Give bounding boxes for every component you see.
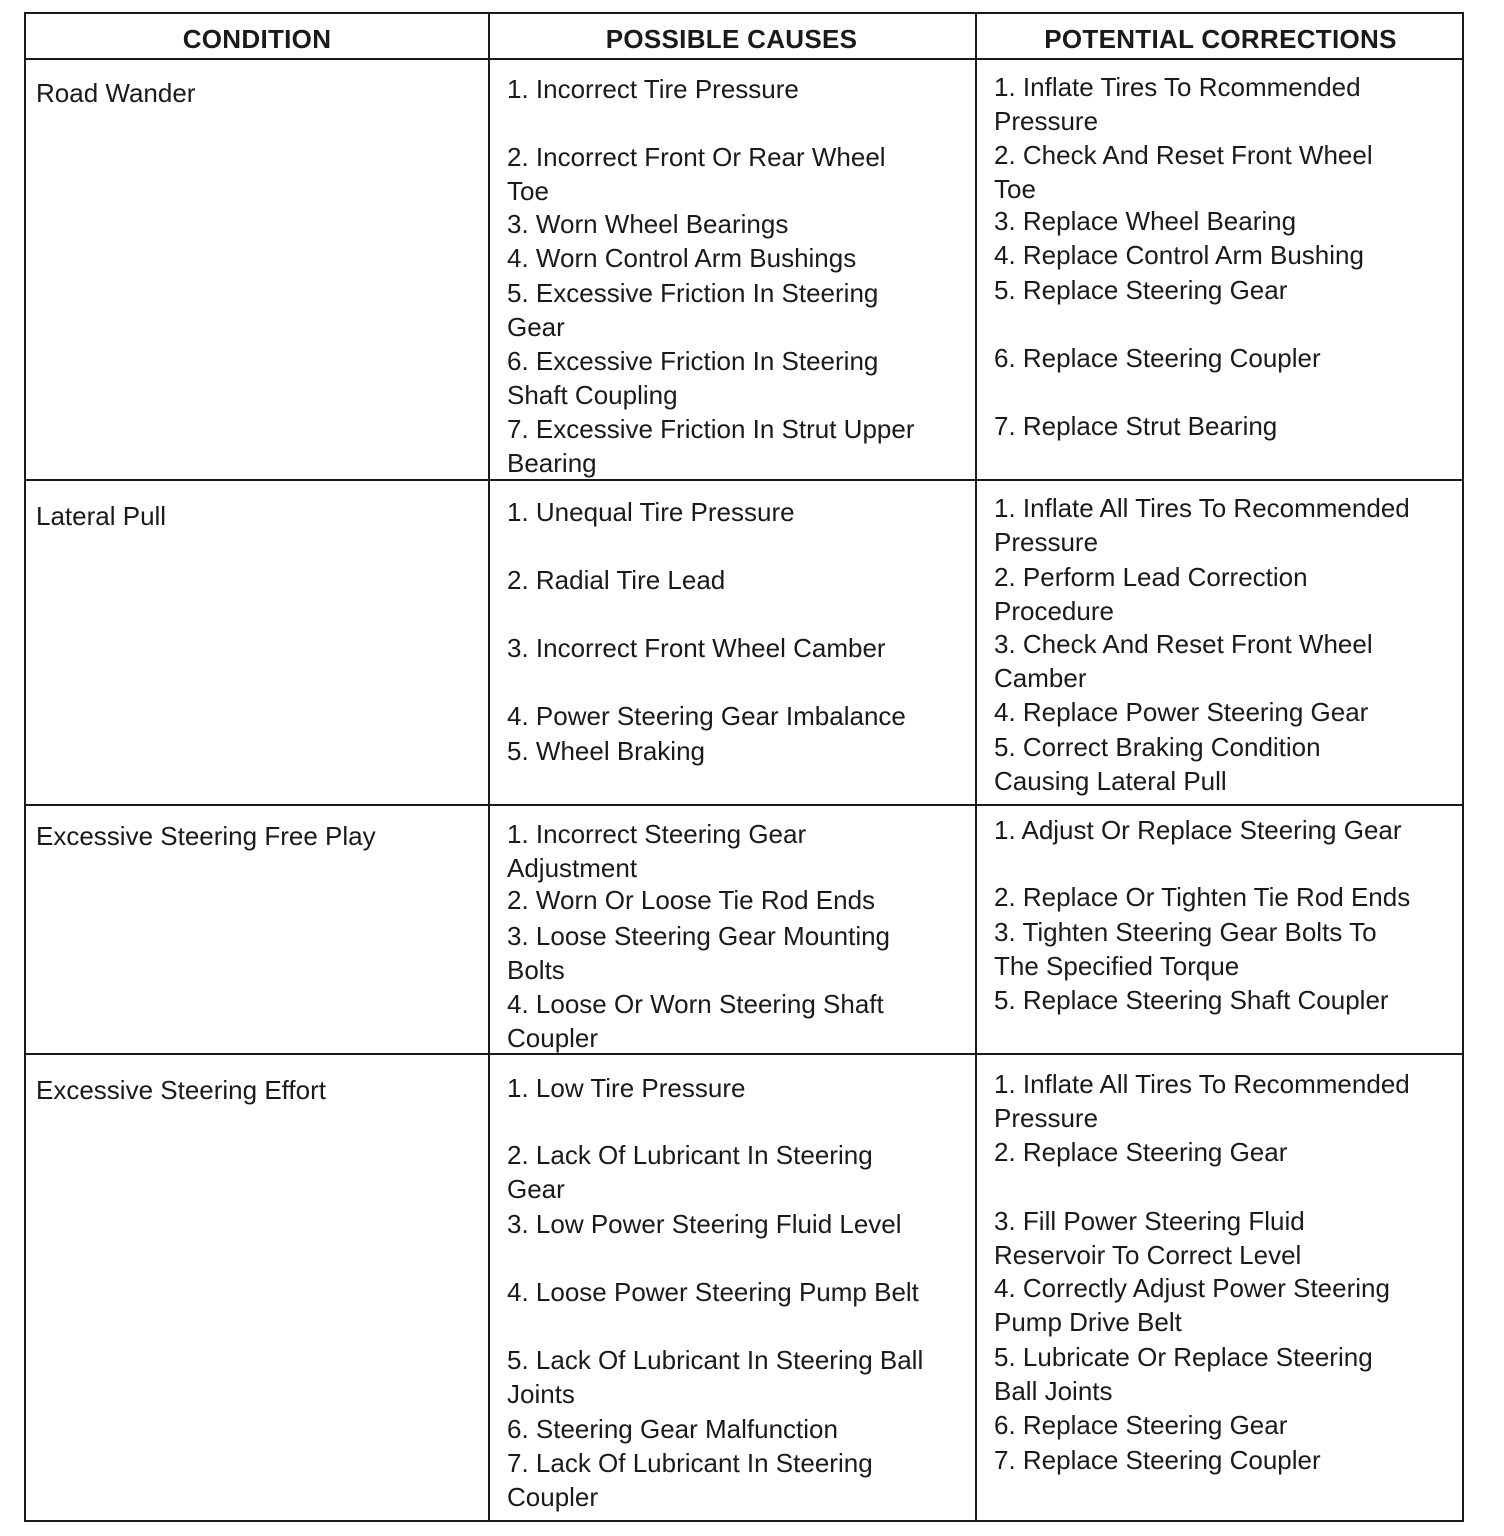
column-divider — [488, 14, 490, 1520]
header-condition: CONDITION — [182, 24, 332, 54]
correction-item: 7. Replace Strut Bearing — [994, 411, 1278, 441]
correction-item: 4. Correctly Adjust Power Steering Pump Drive Belt — [994, 1273, 1390, 1337]
correction-item: 3. Check And Reset Front Wheel Camber — [994, 629, 1373, 693]
correction-item: 3. Replace Wheel Bearing — [994, 206, 1297, 236]
correction-item: 2. Perform Lead Correction Procedure — [994, 562, 1308, 626]
condition-cell: Lateral Pull — [36, 501, 167, 531]
cause-item: 4. Worn Control Arm Bushings — [507, 243, 857, 273]
cause-item: 2. Incorrect Front Or Rear Wheel Toe — [507, 142, 886, 206]
condition-cell: Excessive Steering Free Play — [36, 821, 376, 851]
cause-item: 2. Worn Or Loose Tie Rod Ends — [507, 885, 876, 915]
correction-item: 1. Adjust Or Replace Steering Gear — [994, 815, 1402, 845]
correction-item: 4. Replace Control Arm Bushing — [994, 240, 1364, 270]
correction-item: 5. Replace Steering Shaft Coupler — [994, 985, 1389, 1015]
correction-item: 7. Replace Steering Coupler — [994, 1445, 1321, 1475]
cause-item: 1. Unequal Tire Pressure — [507, 497, 795, 527]
cause-item: 7. Excessive Friction In Strut Upper Bearing — [507, 414, 915, 478]
cause-item: 3. Incorrect Front Wheel Camber — [507, 633, 886, 663]
row-divider — [26, 58, 1462, 60]
correction-item: 3. Tighten Steering Gear Bolts To The Specified Torque — [994, 917, 1377, 981]
cause-item: 1. Low Tire Pressure — [507, 1073, 746, 1103]
correction-item: 5. Replace Steering Gear — [994, 275, 1288, 305]
correction-item: 2. Replace Steering Gear — [994, 1137, 1288, 1167]
cause-item: 3. Worn Wheel Bearings — [507, 209, 789, 239]
correction-item: 5. Correct Braking Condition Causing Lateral Pull — [994, 732, 1321, 796]
row-divider — [26, 804, 1462, 806]
cause-item: 4. Loose Power Steering Pump Belt — [507, 1277, 919, 1307]
correction-item: 2. Check And Reset Front Wheel Toe — [994, 140, 1373, 204]
correction-item: 1. Inflate Tires To Rcommended Pressure — [994, 72, 1361, 136]
correction-item: 2. Replace Or Tighten Tie Rod Ends — [994, 882, 1411, 912]
correction-item: 1. Inflate All Tires To Recommended Pressure — [994, 493, 1410, 557]
cause-item: 4. Loose Or Worn Steering Shaft Coupler — [507, 989, 884, 1053]
cause-item: 1. Incorrect Steering Gear Adjustment — [507, 819, 807, 883]
cause-item: 4. Power Steering Gear Imbalance — [507, 701, 906, 731]
correction-item: 6. Replace Steering Gear — [994, 1410, 1288, 1440]
cause-item: 3. Loose Steering Gear Mounting Bolts — [507, 921, 891, 985]
correction-item: 5. Lubricate Or Replace Steering Ball Joints — [994, 1342, 1373, 1406]
correction-item: 6. Replace Steering Coupler — [994, 343, 1321, 373]
diagnosis-table — [24, 12, 1464, 1522]
condition-cell: Road Wander — [36, 78, 196, 108]
cause-item: 5. Wheel Braking — [507, 736, 705, 766]
cause-item: 2. Lack Of Lubricant In Steering Gear — [507, 1140, 873, 1204]
header-potential-corrections: POTENTIAL CORRECTIONS — [1044, 24, 1397, 54]
cause-item: 6. Steering Gear Malfunction — [507, 1414, 838, 1444]
correction-item: 4. Replace Power Steering Gear — [994, 697, 1369, 727]
cause-item: 6. Excessive Friction In Steering Shaft Coupling — [507, 346, 879, 410]
cause-item: 1. Incorrect Tire Pressure — [507, 74, 799, 104]
cause-item: 5. Excessive Friction In Steering Gear — [507, 278, 879, 342]
cause-item: 5. Lack Of Lubricant In Steering Ball Joints — [507, 1345, 924, 1409]
condition-cell: Excessive Steering Effort — [36, 1075, 326, 1105]
cause-item: 3. Low Power Steering Fluid Level — [507, 1209, 902, 1239]
header-possible-causes: POSSIBLE CAUSES — [605, 24, 858, 54]
correction-item: 1. Inflate All Tires To Recommended Pressure — [994, 1069, 1410, 1133]
correction-item: 3. Fill Power Steering Fluid Reservoir To Correct Level — [994, 1206, 1305, 1270]
cause-item: 2. Radial Tire Lead — [507, 565, 726, 595]
column-divider — [975, 14, 977, 1520]
cause-item: 7. Lack Of Lubricant In Steering Coupler — [507, 1448, 873, 1512]
